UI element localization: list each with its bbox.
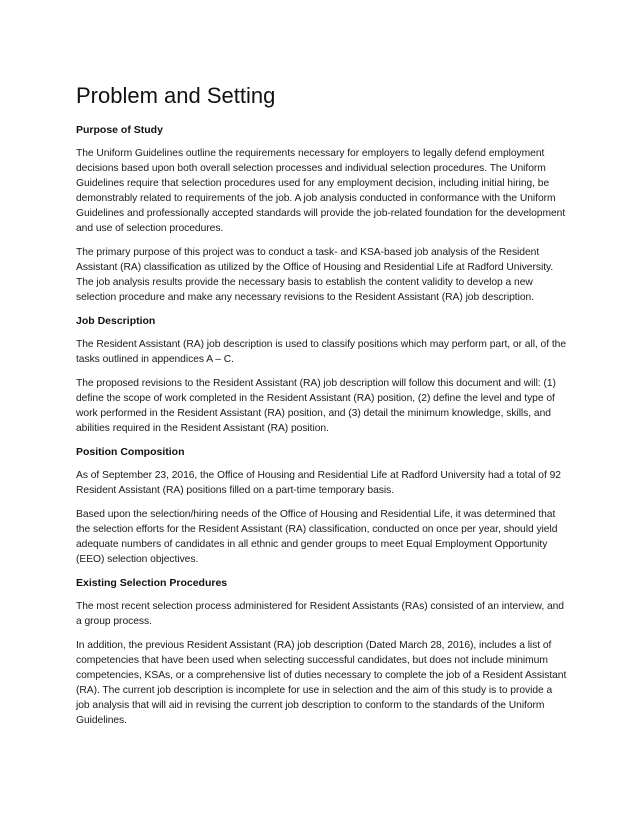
section-position-composition [76, 445, 568, 567]
section-existing-selection-procedures [76, 576, 568, 728]
paragraph: The most recent selection process administered for Resident Assistants (RAs) consisted of an interview, and a group process. [76, 601, 564, 627]
section-purpose-of-study [76, 123, 568, 305]
section-heading: Existing Selection Procedures [76, 577, 228, 589]
paragraph: In addition, the previous Resident Assistant (RA) job description (Dated March 28, 2016), includes a list of competencies that have been used when selecting successful candidates, but does not include minimum competencies, KSAs, or a comprehensive list of duties necessary to complete the job of a Resident Assistant (RA). The current job description is incomplete for use in selection and the aim of this study is to provide a job analysis that will aid in revising the current job description to conform to the standards of the Uniform Guidelines. [76, 640, 567, 726]
section-heading: Purpose of Study [76, 124, 163, 136]
page-title: Problem and Setting [76, 83, 276, 108]
paragraph: The Uniform Guidelines outline the requirements necessary for employers to legally defend employment decisions based upon both overall selection processes and individual selection procedures. The Uniform Guidelines require that selection procedures used for any employment decision, including initial hiring, be demonstrably related to requirements of the job. A job analysis conducted in conformance with the Uniform Guidelines and professionally accepted standards will provide the job-related foundation for the development and use of selection procedures. [76, 148, 566, 234]
paragraph: As of September 23, 2016, the Office of Housing and Residential Life at Radford University had a total of 92 Resident Assistant (RA) positions filled on a part-time temporary basis. [76, 470, 561, 496]
section-job-description [76, 314, 568, 436]
paragraph: Based upon the selection/hiring needs of the Office of Housing and Residential Life, it was determined that the selection efforts for the Resident Assistant (RA) classification, conducted on once per year, should yield adequate numbers of candidates in all ethnic and gender groups to meet Equal Employment Opportunity (EEO) selection objectives. [76, 509, 558, 565]
paragraph: The primary purpose of this project was to conduct a task- and KSA-based job analysis of the Resident Assistant (RA) classification as utilized by the Office of Housing and Residential Life at Radford University. The job analysis results provide the necessary basis to establish the content validity to develop a new selection procedure and make any necessary revisions to the Resident Assistant (RA) job description. [76, 247, 554, 303]
paragraph: The proposed revisions to the Resident Assistant (RA) job description will follow this document and will: (1) define the scope of work completed in the Resident Assistant (RA) position, (2) define the level and type of work performed in the Resident Assistant (RA) position, and (3) detail the minimum knowledge, skills, and abilities required in the Resident Assistant (RA) position. [76, 378, 556, 434]
section-heading: Position Composition [76, 446, 185, 458]
paragraph: The Resident Assistant (RA) job description is used to classify positions which may perform part, or all, of the tasks outlined in appendices A – C. [76, 339, 567, 365]
section-heading: Job Description [76, 315, 156, 327]
